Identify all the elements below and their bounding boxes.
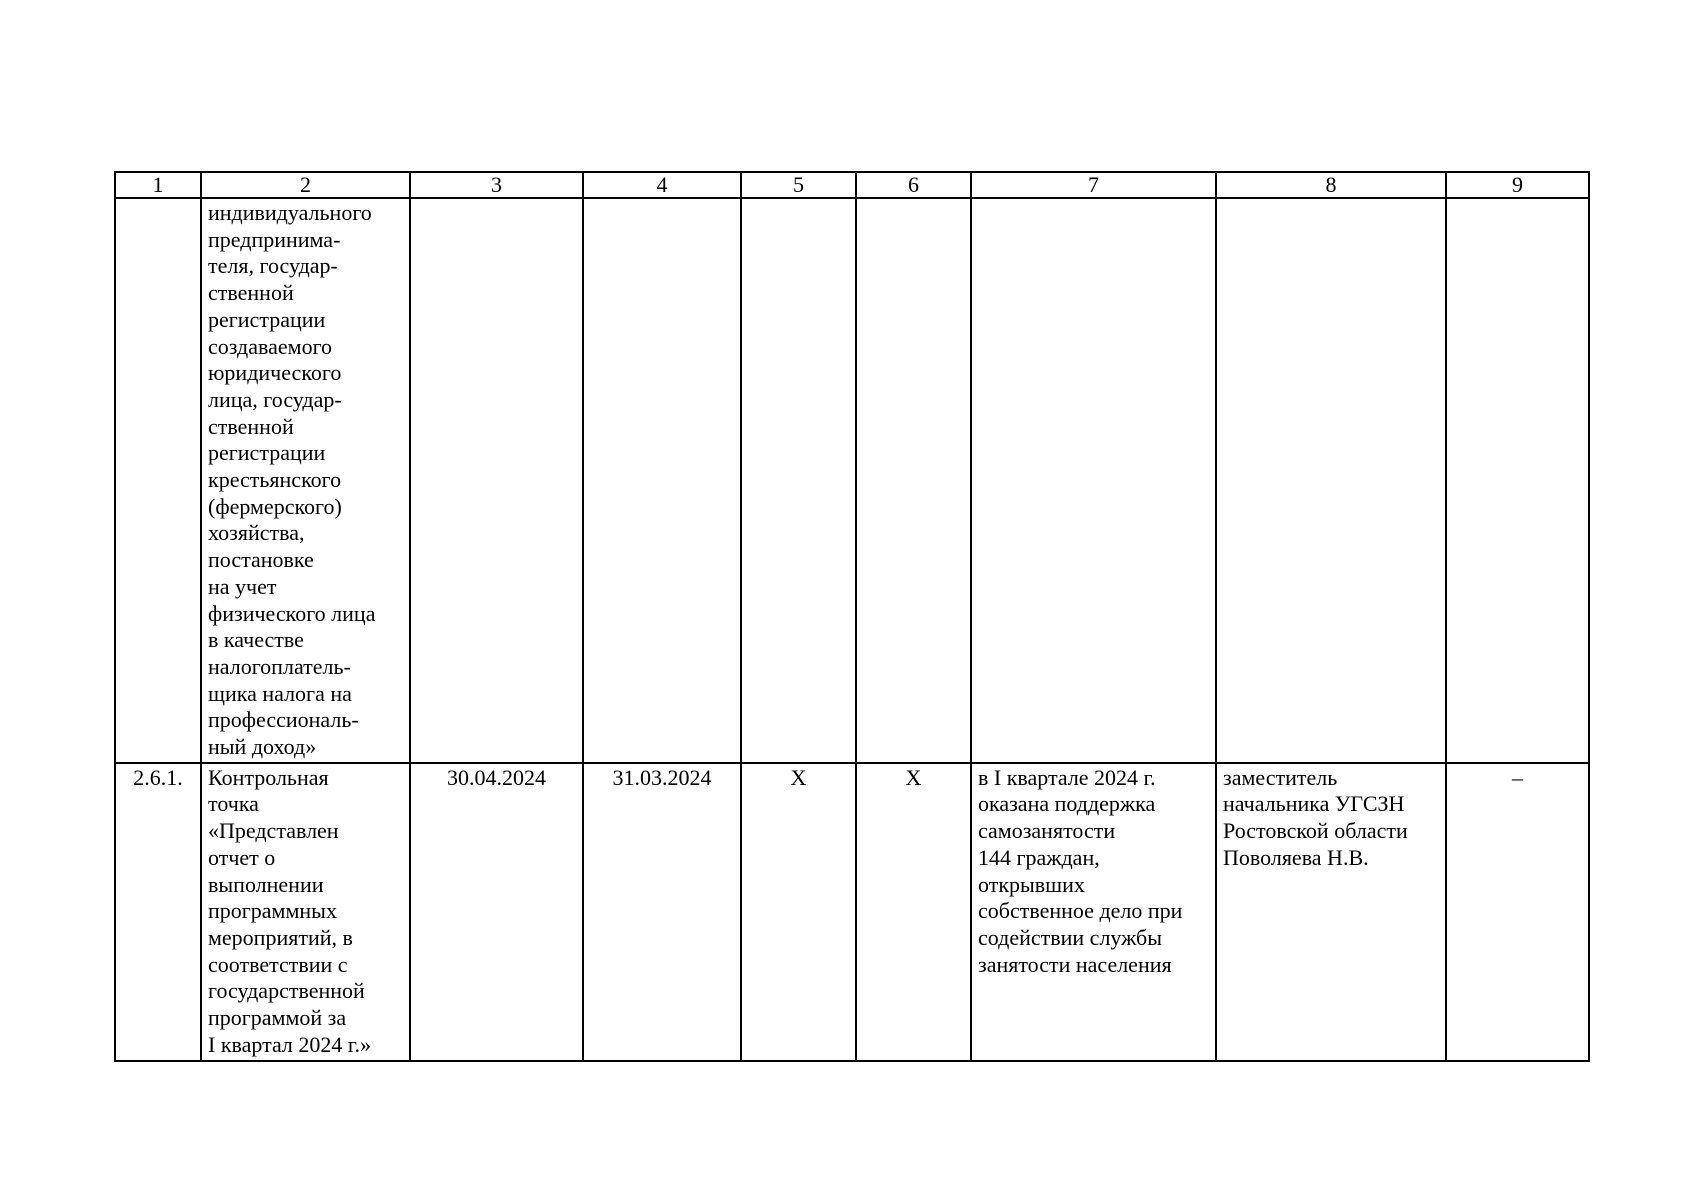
plan-date-cell bbox=[410, 198, 583, 763]
text-line: программой за bbox=[208, 1005, 347, 1031]
text-line: содействии службы bbox=[978, 924, 1163, 950]
text-line: выполнении bbox=[208, 871, 324, 897]
text-line: профессиональ- bbox=[208, 707, 359, 733]
text-line: Контрольная bbox=[208, 764, 329, 790]
column-number-header: 7 bbox=[971, 172, 1216, 198]
responsible-cell bbox=[1216, 763, 1446, 1061]
text-line: мероприятий, в bbox=[208, 924, 353, 950]
column-number-header: 8 bbox=[1216, 172, 1446, 198]
col5-cell bbox=[741, 198, 856, 763]
text-line: налогоплатель- bbox=[208, 653, 351, 679]
text-line: Ростовской области bbox=[1223, 818, 1408, 844]
text-line: точка bbox=[208, 791, 259, 817]
col6-cell bbox=[856, 198, 971, 763]
column-number-header: 2 bbox=[201, 172, 410, 198]
text-line: отчет о bbox=[208, 844, 276, 870]
document-table bbox=[114, 171, 1590, 1062]
text-line: предпринима- bbox=[208, 226, 341, 252]
result-cell bbox=[971, 198, 1216, 763]
column-number-header: 3 bbox=[410, 172, 583, 198]
column-number-header: 9 bbox=[1446, 172, 1589, 198]
col9-cell: – bbox=[1446, 763, 1589, 1061]
text-line: заместитель bbox=[1223, 764, 1338, 790]
text-line: собственное дело при bbox=[978, 898, 1183, 924]
row-number-cell bbox=[115, 198, 201, 763]
text-line: создаваемого bbox=[208, 333, 333, 359]
col6-cell: Х bbox=[856, 763, 971, 1061]
text-line: государственной bbox=[208, 978, 365, 1004]
text-line: ный доход» bbox=[208, 734, 317, 760]
column-number-header: 5 bbox=[741, 172, 856, 198]
column-number-header: 6 bbox=[856, 172, 971, 198]
text-line: ственной bbox=[208, 413, 294, 439]
text-line: индивидуального bbox=[208, 200, 372, 225]
description-cell bbox=[201, 198, 410, 763]
text-line: регистрации bbox=[208, 440, 326, 466]
column-number-header: 4 bbox=[583, 172, 741, 198]
responsible-cell bbox=[1216, 198, 1446, 763]
column-number-header-row bbox=[115, 172, 1589, 198]
text-line: лица, государ- bbox=[208, 386, 342, 412]
text-line: начальника УГСЗН bbox=[1223, 791, 1405, 817]
text-line: ственной bbox=[208, 280, 294, 306]
text-line: регистрации bbox=[208, 306, 326, 332]
text-line: крестьянского bbox=[208, 467, 342, 493]
col9-cell bbox=[1446, 198, 1589, 763]
description-cell bbox=[201, 763, 410, 1061]
text-line: постановке bbox=[208, 547, 314, 573]
text-line: I квартал 2024 г.» bbox=[208, 1031, 371, 1057]
text-line: (фермерского) bbox=[208, 493, 342, 519]
text-line: 144 граждан, bbox=[978, 844, 1100, 870]
text-line: в качестве bbox=[208, 627, 304, 653]
result-cell bbox=[971, 763, 1216, 1061]
text-line: занятости населения bbox=[978, 951, 1172, 977]
text-line: «Представлен bbox=[208, 818, 339, 844]
col5-cell: Х bbox=[741, 763, 856, 1061]
text-line: теля, государ- bbox=[208, 253, 338, 279]
text-line: в I квартале 2024 г. bbox=[978, 764, 1156, 790]
row-number-cell: 2.6.1. bbox=[115, 763, 201, 1061]
text-line: оказана поддержка bbox=[978, 791, 1156, 817]
text-line: программных bbox=[208, 898, 337, 924]
plan-date-cell: 30.04.2024 bbox=[410, 763, 583, 1061]
text-line: самозанятости bbox=[978, 818, 1116, 844]
actual-date-cell: 31.03.2024 bbox=[583, 763, 741, 1061]
text-line: Поволяева Н.В. bbox=[1223, 844, 1369, 870]
text-line: открывших bbox=[978, 871, 1085, 897]
text-line: соответствии с bbox=[208, 951, 348, 977]
text-line: щика налога на bbox=[208, 680, 352, 706]
actual-date-cell bbox=[583, 198, 741, 763]
text-line: юридического bbox=[208, 360, 342, 386]
column-number-header: 1 bbox=[115, 172, 201, 198]
table-row-2-6-1 bbox=[115, 763, 1589, 1061]
text-line: физического лица bbox=[208, 600, 376, 626]
text-line: хозяйства, bbox=[208, 520, 305, 546]
table-row-continuation bbox=[115, 198, 1589, 763]
text-line: на учет bbox=[208, 573, 277, 599]
